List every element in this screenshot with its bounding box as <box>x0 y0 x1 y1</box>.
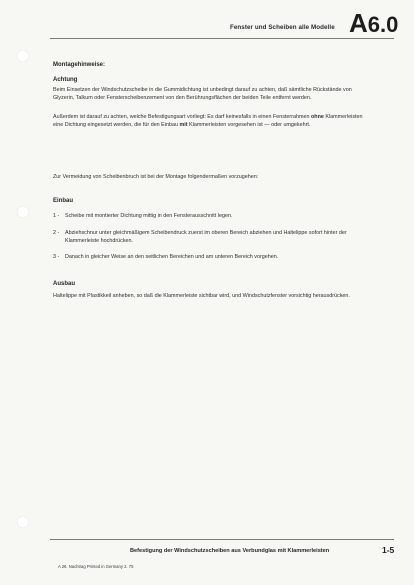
einbau-step-1 <box>53 213 373 221</box>
achtung-p2-part-a: Außerdem ist darauf zu achten, welche Befestigungsart vorliegt: Es darf keinesfalls in einen Fensterrahmen <box>53 114 311 120</box>
footer-meta: A 26. Nachtrag Printed in Germany 2. 75 <box>58 564 134 569</box>
punch-hole-top <box>17 50 29 62</box>
einbau-step-text: Scheibe mit montierter Dichtung mittig in den Fensterausschnitt legen. <box>65 213 233 219</box>
section-code-number: 6.0 <box>367 12 399 37</box>
achtung-p2-bold-ohne: ohne <box>311 114 324 120</box>
einbau-step-number: 1 - <box>53 213 60 219</box>
einbau-step-text: Danach in gleicher Weise an den seitlichen Bereichen und am unteren Bereich vorgehen. <box>65 254 279 260</box>
einbau-step-3 <box>53 254 373 262</box>
header-rule <box>50 38 394 39</box>
ausbau-text: Haltelippe mit Plastikkeil anheben, so daß die Klammerleiste sichtbar wird, und Windschutzfenster vorsichtig herausdrücken. <box>53 293 350 299</box>
achtung-heading: Achtung <box>53 77 78 83</box>
einbau-step-2 <box>53 230 373 244</box>
ausbau-heading: Ausbau <box>53 281 76 287</box>
einbau-step-number: 3 - <box>53 254 60 260</box>
vermeidung-text: Zur Vermeidung von Scheibenbruch ist bei der Montage folgendermaßen vorzugehen: <box>53 174 259 180</box>
punch-hole-bottom <box>17 516 29 528</box>
header-title: Fenster und Scheiben alle Modelle <box>230 24 335 31</box>
montage-heading: Montagehinweise: <box>53 62 106 68</box>
section-code <box>349 10 398 36</box>
punch-hole-middle <box>17 206 29 218</box>
section-code-letter: A <box>349 8 368 38</box>
achtung-p2-part-b: Klammerleisten eine Dichtung eingesetzt werden, die für den Einbau <box>53 114 363 128</box>
achtung-paragraph-2 <box>53 114 371 130</box>
footer-rule <box>50 539 394 540</box>
achtung-p2-bold-mit: mit <box>179 121 188 128</box>
achtung-p2-part-c: Klammerleisten vorgesehen ist — oder umgekehrt. <box>187 121 311 128</box>
einbau-step-number: 2 - <box>53 230 60 236</box>
footer-caption: Befestigung der Windschutzscheiben aus Verbundglas mit Klammerleisten <box>130 548 330 554</box>
einbau-step-text: Abziehschnur unter gleichmäßigem Scheibendruck zuerst im oberen Bereich abziehen und Haltelippe sofort hinter der Klammerleiste hochdrücken. <box>65 230 347 244</box>
page-number: 1-5 <box>382 545 395 555</box>
achtung-paragraph-1: Beim Einsetzen der Windschutzscheibe in die Gummidichtung ist unbedingt darauf zu achten, daß sämtliche Rückstände von Glyzerin, Talkum oder Fensterscheibenzement von den Berührungsflächen der beiden Teile entfernt werden. <box>53 87 352 101</box>
einbau-heading: Einbau <box>53 198 74 204</box>
